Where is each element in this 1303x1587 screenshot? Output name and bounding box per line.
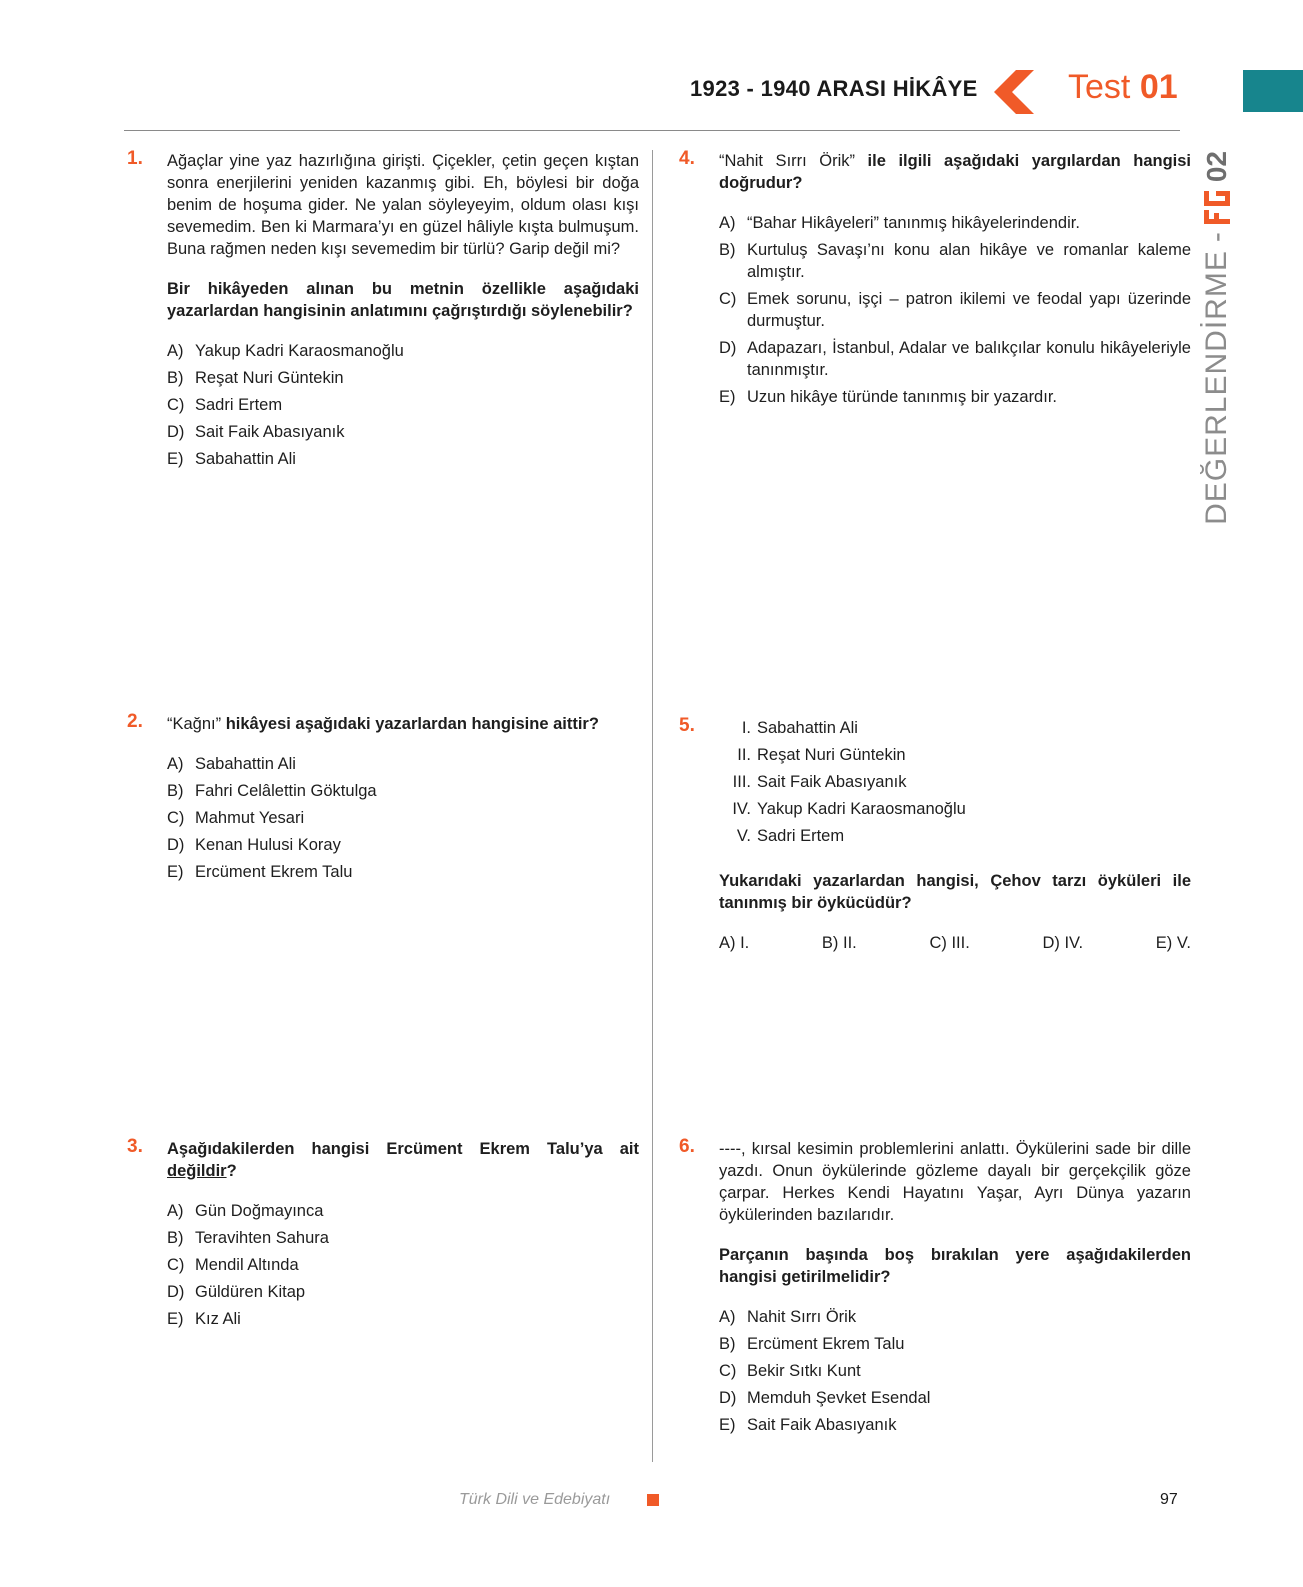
footer-subject: Türk Dili ve Edebiyatı	[459, 1491, 611, 1508]
list-item: I. Sabahattin Ali	[741, 719, 858, 737]
test-word: Test	[1068, 68, 1131, 106]
option-b[interactable]: B) Fahri Celâlettin Göktulga	[167, 782, 377, 800]
option-a[interactable]: A) I.	[719, 934, 750, 952]
page-header-title: 1923 - 1940 ARASI HİKÂYE	[690, 76, 978, 101]
option-d[interactable]: D) Adapazarı, İstanbul, Adalar ve balıkçılar konulu hikâyeleriyle tanınmıştır.	[719, 339, 1191, 379]
option-b[interactable]: B) II.	[821, 934, 857, 952]
test-label	[1068, 68, 1178, 107]
option-e[interactable]: E) Sait Faik Abasıyanık	[719, 1416, 897, 1434]
option-list	[719, 212, 1191, 408]
question-passage: ----, kırsal kesimin problemlerini anlattı. Öykülerini sade bir dille yazdı. Onun öykülerinde gözleme dayalı bir gerçekçilik göze çarpar. Herkes Kendi Hayatını Yaşar, Ayrı Dünya yazarın öykülerinden bazılarıdır.	[719, 1140, 1191, 1224]
list-item: II. Reşat Nuri Güntekin	[737, 746, 906, 764]
question-number: 3.	[127, 1136, 143, 1157]
page-number: 97	[1160, 1491, 1178, 1508]
option-list	[719, 1306, 1191, 1436]
question-number: 4.	[679, 148, 695, 169]
column-divider	[652, 150, 653, 1462]
option-a[interactable]: A) Nahit Sırrı Örik	[719, 1308, 857, 1326]
header-rule	[124, 130, 1180, 131]
question-passage: Ağaçlar yine yaz hazırlığına girişti. Çiçekler, çetin geçen kıştan sonra enerjilerini yeniden kazanmış gibi. Eh, böylesi bir doğa benim de hoşuma gider. Ne yalan söyleyeyim, oldum olası kışı sevemedim. Ben ki Marmara’yı en güzel hâliyle kışta bulmuşum. Buna rağmen neden kışı sevemedim bir türlü? Garip değil mi?	[167, 152, 639, 258]
option-d[interactable]: D) Kenan Hulusi Koray	[167, 836, 341, 854]
option-e[interactable]: E) Kız Ali	[167, 1310, 241, 1328]
option-b[interactable]: B) Reşat Nuri Güntekin	[167, 369, 344, 387]
question-stem: Yukarıdaki yazarlardan hangisi, Çehov tarzı öyküleri ile tanınmış bir öykücüdür?	[719, 872, 1191, 912]
option-list	[719, 932, 1191, 954]
option-d[interactable]: D) Sait Faik Abasıyanık	[167, 423, 345, 441]
question-number: 1.	[127, 148, 143, 169]
option-a[interactable]: A) Yakup Kadri Karaosmanoğlu	[167, 342, 404, 360]
stem-negation: değildir	[167, 1162, 227, 1180]
question-stem: Parçanın başında boş bırakılan yere aşağıdakilerden hangisi getirilmelidir?	[719, 1246, 1191, 1286]
option-c[interactable]: C) Mahmut Yesari	[167, 809, 305, 827]
question-5	[679, 715, 1191, 954]
roman-numeral-list	[719, 717, 1191, 847]
footer-square-icon	[647, 1494, 659, 1506]
option-list	[167, 340, 639, 470]
question-stem: Aşağıdakilerden hangisi Ercüment Ekrem Talu’ya ait değildir?	[167, 1140, 639, 1180]
question-6	[679, 1136, 1191, 1441]
side-section-label	[1194, 151, 1240, 529]
option-list	[167, 753, 639, 883]
option-c[interactable]: C) Emek sorunu, işçi – patron ikilemi ve feodal yapı üzerinde durmuştur.	[719, 290, 1191, 330]
option-e[interactable]: E) V.	[1155, 934, 1191, 952]
question-number: 5.	[679, 715, 695, 736]
side-label-text: DEĞERLENDİRME	[1200, 250, 1233, 525]
chevron-left-icon	[994, 70, 1036, 114]
question-1	[127, 148, 639, 475]
test-number: 01	[1139, 68, 1178, 106]
fg-logo-icon	[1202, 190, 1232, 224]
option-e[interactable]: E) Sabahattin Ali	[167, 450, 296, 468]
list-item: V. Sadri Ertem	[736, 827, 845, 845]
question-stem: “Kağnı” hikâyesi aşağıdaki yazarlardan hangisine aittir?	[167, 715, 599, 733]
option-b[interactable]: B) Teravihten Sahura	[167, 1229, 329, 1247]
option-d[interactable]: D) Güldüren Kitap	[167, 1283, 306, 1301]
option-c[interactable]: C) Bekir Sıtkı Kunt	[719, 1362, 861, 1380]
option-a[interactable]: A) “Bahar Hikâyeleri” tanınmış hikâyelerindendir.	[719, 214, 1080, 232]
option-c[interactable]: C) Sadri Ertem	[167, 396, 283, 414]
question-number: 6.	[679, 1136, 695, 1157]
question-4	[679, 148, 1192, 413]
question-3	[127, 1136, 639, 1335]
option-a[interactable]: A) Sabahattin Ali	[167, 755, 296, 773]
stem-title: “Kağnı”	[167, 715, 222, 733]
option-list	[167, 1200, 639, 1330]
question-number: 2.	[127, 711, 143, 732]
question-stem: “Nahit Sırrı Örik” ile ilgili aşağıdaki yargılardan hangisi doğrudur?	[719, 152, 1192, 192]
option-a[interactable]: A) Gün Doğmayınca	[167, 1202, 324, 1220]
option-c[interactable]: C) Mendil Altında	[167, 1256, 299, 1274]
option-e[interactable]: E) Uzun hikâye türünde tanınmış bir yazardır.	[719, 388, 1057, 406]
stem-title: “Nahit Sırrı Örik”	[719, 152, 856, 170]
question-stem: Bir hikâyeden alınan bu metnin özellikle aşağıdaki yazarlardan hangisinin anlatımını çağrıştırdığı söylenebilir?	[167, 280, 639, 320]
list-item: III. Sait Faik Abasıyanık	[732, 773, 907, 791]
option-b[interactable]: B) Ercüment Ekrem Talu	[719, 1335, 905, 1353]
option-d[interactable]: D) IV.	[1042, 934, 1084, 952]
list-item: IV. Yakup Kadri Karaosmanoğlu	[732, 800, 966, 818]
option-b[interactable]: B) Kurtuluş Savaşı’nı konu alan hikâye ve romanlar kaleme almıştır.	[719, 241, 1191, 281]
section-tab-marker	[1243, 70, 1303, 112]
side-label-separator: -	[1200, 232, 1233, 243]
option-c[interactable]: C) III.	[929, 934, 970, 952]
option-e[interactable]: E) Ercüment Ekrem Talu	[167, 863, 353, 881]
side-label-number: 02	[1201, 151, 1232, 183]
option-d[interactable]: D) Memduh Şevket Esendal	[719, 1389, 931, 1407]
question-2	[127, 711, 639, 888]
